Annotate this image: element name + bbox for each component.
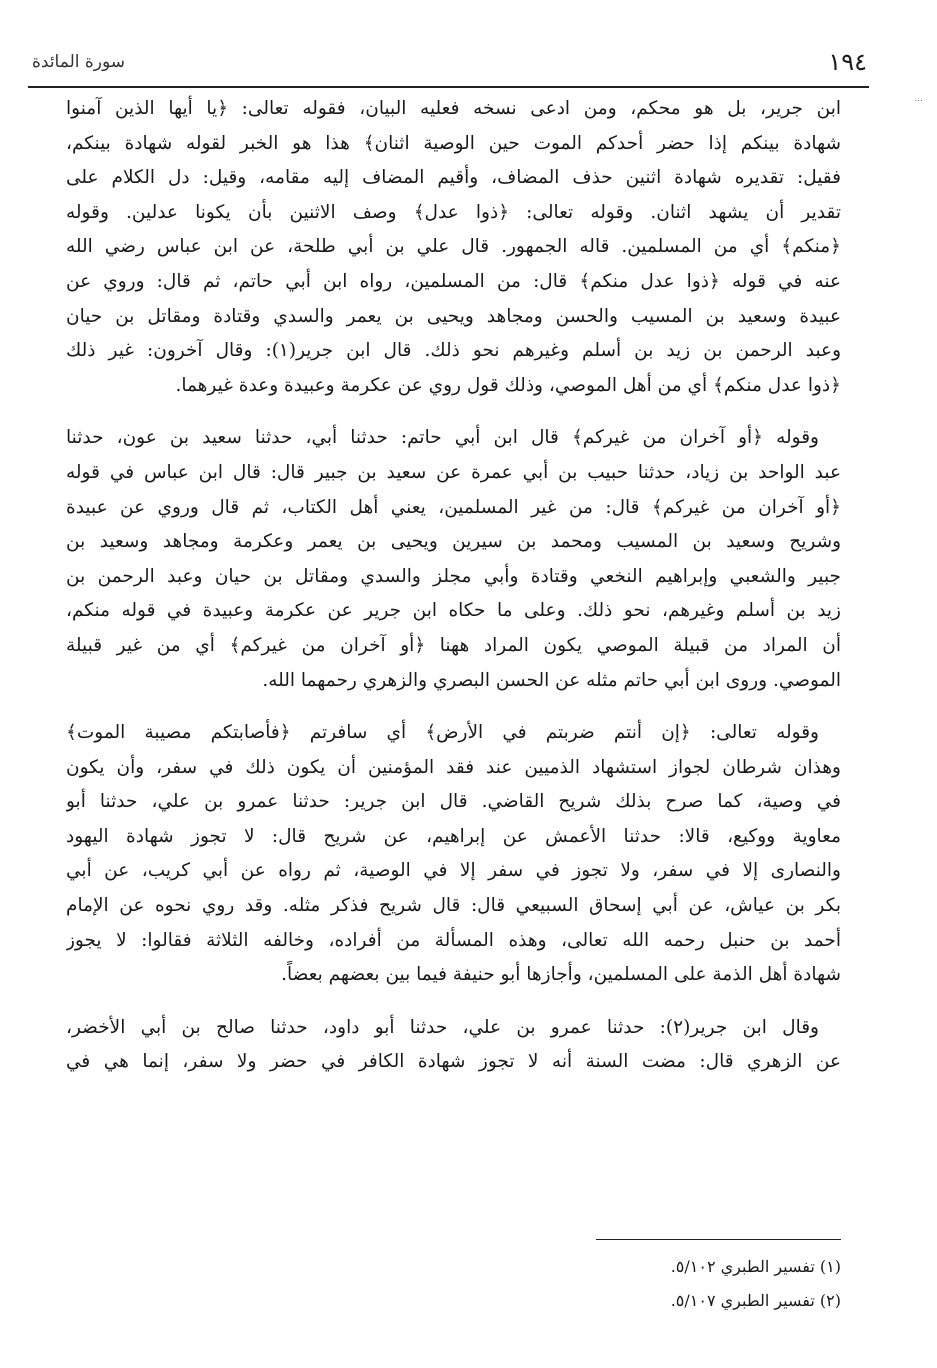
paragraph-1 (66, 92, 841, 403)
text-line: وقال ابن جرير(٢): حدثنا عمرو بن علي، حدثنا أبو داود، حدثنا صالح بن أبي الأخضر، (66, 1016, 819, 1038)
footnotes (671, 1250, 841, 1318)
text-line: شهادة بينكم إذا حضر أحدكم الموت حين الوصية اثنان﴾ هذا هو الخبر لقوله شهادة بينكم، (66, 132, 841, 154)
text-line: وعبد الرحمن بن زيد بن أسلم وغيرهم نحو ذلك. قال ابن جرير(١): وقال آخرون: غير ذلك (66, 340, 841, 362)
text-line: عبيدة وسعيد بن المسيب والحسن ومجاهد ويحيى بن يعمر والسدي وقتادة ومقاتل بن حيان (66, 305, 841, 327)
footnote-2: (٢) تفسير الطبري ٥/١٠٧. (670, 1291, 841, 1310)
text-line: الموصي. وروى ابن أبي حاتم مثله عن الحسن البصري والزهري رحمهما الله. (262, 669, 841, 691)
text-line: عنه في قوله ﴿ذوا عدل منكم﴾ قال: من المسلمين، رواه ابن أبي حاتم، ثم قال: وروي عن (66, 270, 841, 292)
main-text (66, 92, 841, 1098)
page-number: ١٩٤ (828, 48, 867, 76)
margin-mark: ... (914, 94, 923, 104)
paragraph-3 (66, 716, 841, 993)
footnote-1: (١) تفسير الطبري ٥/١٠٢. (670, 1257, 841, 1276)
text-line: وقوله ﴿أو آخران من غيركم﴾ قال ابن أبي حاتم: حدثنا أبي، حدثنا سعيد بن عون، حدثنا (66, 427, 819, 449)
text-line: أن المراد من قبيلة الموصي يكون المراد ههنا ﴿أو آخران من غيركم﴾ أي من غير قبيلة (66, 634, 841, 656)
text-line: شهادة أهل الذمة على المسلمين، وأجازها أبو حنيفة فيما بين بعضهم بعضاً. (281, 964, 841, 986)
footnote-divider (596, 1239, 841, 1240)
text-line: والنصارى إلا في سفر، ولا تجوز في سفر إلا في الوصية، ثم رواه عن أبي كريب، عن أبي (66, 860, 841, 882)
paragraph-4 (66, 1011, 841, 1080)
text-line: بكر بن عياش، عن أبي إسحاق السبيعي قال: قال شريح فذكر مثله. وقد روي نحوه عن الإمام (66, 895, 841, 917)
text-line: وهذان شرطان لجواز استشهاد الذميين عند فقد المؤمنين أن يكون ذلك في سفر، وأن يكون (66, 756, 841, 778)
text-line: معاوية ووكيع، قالا: حدثنا الأعمش عن إبراهيم، عن شريح قال: لا تجوز شهادة اليهود (66, 825, 841, 847)
text-line: ابن جرير، بل هو محكم، ومن ادعى نسخه فعليه البيان، فقوله تعالى: ﴿يا أيها الذين آمنوا (66, 98, 841, 119)
text-line: وقوله تعالى: ﴿إن أنتم ضربتم في الأرض﴾ أي سافرتم ﴿فأصابتكم مصيبة الموت﴾ (66, 722, 819, 744)
text-line: عبد الواحد بن زياد، حدثنا حبيب بن أبي عمرة عن سعيد بن جبير قال: قال ابن عباس في قوله (66, 461, 841, 483)
paragraph-2 (66, 421, 841, 698)
text-line: تقدير أن يشهد اثنان. وقوله تعالى: ﴿ذوا عدل﴾ وصف الاثنين بأن يكونا عدلين. وقوله (66, 201, 841, 223)
text-line: وشريح وسعيد بن المسيب ومحمد بن سيرين ويحيى بن يعمر وعكرمة ومجاهد وسعيد بن (66, 531, 841, 553)
text-line: أحمد بن حنبل رحمه الله تعالى، وهذه المسألة من أفراده، وخالفه الثلاثة فقالوا: لا يجوز (66, 929, 841, 951)
text-line: ﴿أو آخران من غيركم﴾ قال: من غير المسلمين، يعني أهل الكتاب، ثم قال وروي عن عبيدة (66, 496, 841, 518)
text-line: زيد بن أسلم وغيرهم، نحو ذلك. وعلى ما حكاه ابن جرير عن عكرمة وعبيدة في قوله منكم، (66, 600, 841, 622)
text-line: ﴿منكم﴾ أي من المسلمين. قاله الجمهور. قال علي بن أبي طلحة، عن ابن عباس رضي الله (66, 236, 841, 258)
running-title: سورة المائدة (32, 52, 126, 72)
text-line: ﴿ذوا عدل منكم﴾ أي من أهل الموصي، وذلك قول روي عن عكرمة وعبيدة وعدة غيرهما. (175, 374, 841, 396)
text-line: فقيل: تقديره شهادة اثنين حذف المضاف، وأقيم المضاف إليه مقامه، وقيل: دل الكلام على (66, 167, 841, 189)
text-line: عن الزهري قال: مضت السنة أنه لا تجوز شهادة الكافر في حضر ولا سفر، إنما هي في (66, 1051, 841, 1073)
page-header (28, 44, 869, 88)
text-line: في وصية، كما صرح بذلك شريح القاضي. قال ابن جرير: حدثنا عمرو بن علي، حدثنا أبو (66, 791, 841, 813)
text-line: جبير والشعبي وإبراهيم النخعي وقتادة وأبي مجلز والسدي ومقاتل بن حيان وعبد الرحمن بن (66, 565, 841, 587)
